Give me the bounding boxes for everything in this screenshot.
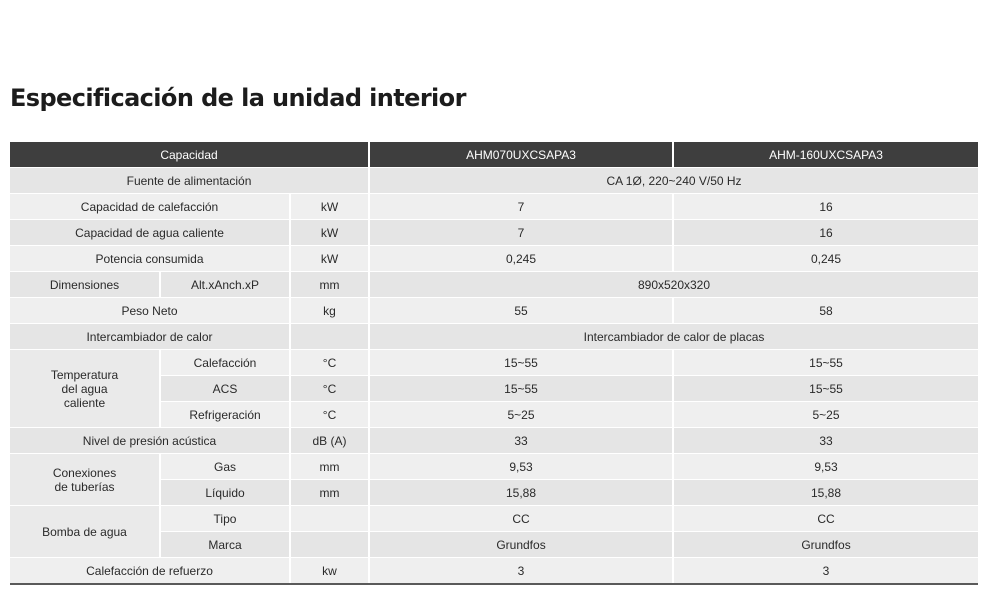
row-value-1: 15~55 <box>369 376 673 402</box>
table-row <box>10 350 978 376</box>
row-value-1: 15,88 <box>369 480 673 506</box>
row-label: Potencia consumida <box>10 246 290 272</box>
row-value-2: 15~55 <box>673 376 978 402</box>
row-unit: kW <box>290 246 369 272</box>
group-label-line: Conexiones <box>52 465 117 480</box>
row-sublabel: Líquido <box>160 480 290 506</box>
table-row <box>10 220 978 246</box>
group-label-temperatura <box>10 350 160 428</box>
row-unit: dB (A) <box>290 428 369 454</box>
table-header-row <box>10 142 978 168</box>
row-value-2: 15,88 <box>673 480 978 506</box>
row-value-2: 5~25 <box>673 402 978 428</box>
row-value-1: 33 <box>369 428 673 454</box>
row-value-2: 16 <box>673 194 978 220</box>
row-sublabel: Gas <box>160 454 290 480</box>
table-row <box>10 194 978 220</box>
row-unit-empty <box>290 324 369 350</box>
row-label: Peso Neto <box>10 298 290 324</box>
row-sublabel: Calefacción <box>160 350 290 376</box>
row-unit: kw <box>290 558 369 585</box>
row-unit: °C <box>290 350 369 376</box>
row-unit-empty <box>290 506 369 532</box>
table-row <box>10 246 978 272</box>
row-value-2: 0,245 <box>673 246 978 272</box>
row-value-2: 3 <box>673 558 978 585</box>
group-label-line: de tuberías <box>54 479 115 494</box>
group-label-line: Temperatura <box>50 367 119 382</box>
row-value-1: 7 <box>369 194 673 220</box>
row-value: Intercambiador de calor de placas <box>369 324 978 350</box>
row-sublabel: ACS <box>160 376 290 402</box>
row-value-2: Grundfos <box>673 532 978 558</box>
row-unit: mm <box>290 454 369 480</box>
group-label-line: del agua <box>61 381 108 396</box>
row-sublabel: Alt.xAnch.xP <box>160 272 290 298</box>
row-label: Fuente de alimentación <box>10 168 369 194</box>
row-value-1: CC <box>369 506 673 532</box>
row-value: 890x520x320 <box>369 272 978 298</box>
header-model-2: AHM-160UXCSAPA3 <box>673 142 978 168</box>
row-unit: kW <box>290 220 369 246</box>
row-sublabel: Tipo <box>160 506 290 532</box>
row-value-2: 15~55 <box>673 350 978 376</box>
row-unit: kW <box>290 194 369 220</box>
table-row <box>10 168 978 194</box>
row-label: Dimensiones <box>10 272 160 298</box>
row-value-2: 58 <box>673 298 978 324</box>
row-value-1: 55 <box>369 298 673 324</box>
group-label-line: caliente <box>63 395 106 410</box>
header-capacidad: Capacidad <box>10 142 369 168</box>
row-value-1: Grundfos <box>369 532 673 558</box>
row-unit-empty <box>290 532 369 558</box>
table-row <box>10 558 978 585</box>
row-sublabel: Refrigeración <box>160 402 290 428</box>
row-value-2: 16 <box>673 220 978 246</box>
table-row <box>10 454 978 480</box>
row-value-2: CC <box>673 506 978 532</box>
spec-table <box>10 142 978 585</box>
row-label: Intercambiador de calor <box>10 324 290 350</box>
row-unit: °C <box>290 402 369 428</box>
page-title: Especificación de la unidad interior <box>10 84 466 112</box>
row-value-1: 3 <box>369 558 673 585</box>
table-row <box>10 298 978 324</box>
row-value-1: 7 <box>369 220 673 246</box>
row-label: Calefacción de refuerzo <box>10 558 290 585</box>
row-unit: mm <box>290 480 369 506</box>
row-unit: mm <box>290 272 369 298</box>
row-value-2: 9,53 <box>673 454 978 480</box>
row-value-1: 9,53 <box>369 454 673 480</box>
row-value-2: 33 <box>673 428 978 454</box>
group-label-conexiones <box>10 454 160 506</box>
row-label: Nivel de presión acústica <box>10 428 290 454</box>
table-row <box>10 506 978 532</box>
row-label: Capacidad de calefacción <box>10 194 290 220</box>
table-row <box>10 428 978 454</box>
group-label-bomba: Bomba de agua <box>10 506 160 558</box>
row-value-1: 0,245 <box>369 246 673 272</box>
header-model-1: AHM070UXCSAPA3 <box>369 142 673 168</box>
row-sublabel: Marca <box>160 532 290 558</box>
table-row <box>10 324 978 350</box>
row-value: CA 1Ø, 220~240 V/50 Hz <box>369 168 978 194</box>
table-row <box>10 272 978 298</box>
row-value-1: 15~55 <box>369 350 673 376</box>
row-value-1: 5~25 <box>369 402 673 428</box>
row-unit: kg <box>290 298 369 324</box>
row-unit: °C <box>290 376 369 402</box>
row-label: Capacidad de agua caliente <box>10 220 290 246</box>
